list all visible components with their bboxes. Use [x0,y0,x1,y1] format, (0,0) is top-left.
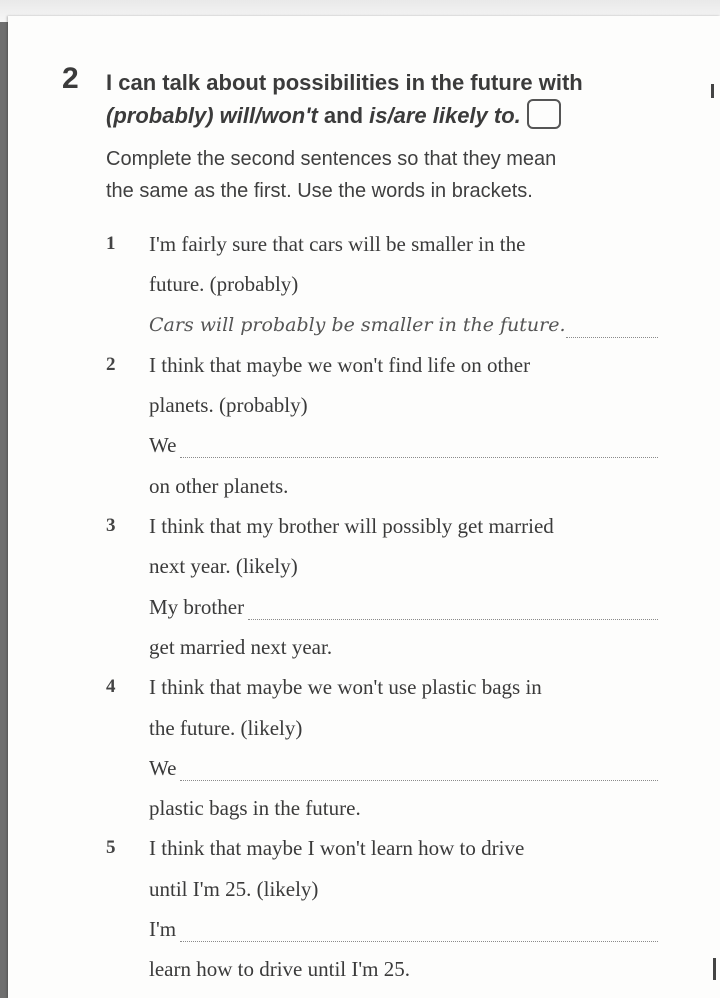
item-3-line1 [106,506,666,546]
item-3-suffix-line [106,627,666,667]
answer-prefix: We [149,755,177,780]
dotted-answer-line [180,425,658,458]
instructions-line1: Complete the second sentences so that they mean [106,148,557,170]
item-number: 4 [106,676,116,698]
section-title-line1: I can talk about possibilities in the future with [106,70,583,95]
title-italic-probably: (probably) will/won't [106,103,318,128]
handwritten-answer: Cars will probably be smaller in the future. [149,313,566,336]
instructions [106,143,666,207]
item-5-text-cont: until I'm 25. (likely) [149,876,319,901]
item-5-answer-line [106,909,666,949]
item-2-answer-field[interactable] [149,425,658,465]
item-number: 1 [106,233,116,254]
item-3-text-cont: next year. (likely) [149,554,298,579]
item-5-suffix-line [106,949,666,989]
item-4-line2 [106,708,666,748]
item-4-answer-line [106,748,666,788]
item-1-answer-field[interactable] [149,305,658,345]
item-2-line2 [106,385,666,425]
section-title [106,66,666,132]
answer-suffix: on other planets. [149,473,289,498]
section-number: 2 [62,62,79,95]
item-2-text-cont: planets. (probably) [149,393,308,418]
item-1-line1 [106,224,666,264]
item-2-line1 [106,345,666,385]
item-4-text: I think that maybe we won't use plastic bags in [149,675,542,700]
dotted-answer-line [180,909,658,942]
item-number: 2 [106,353,116,375]
dotted-answer-line [566,305,658,338]
item-2-text: I think that maybe we won't find life on other [149,352,531,377]
title-and: and [317,103,370,128]
item-3-answer-field[interactable] [149,587,658,627]
item-1-line2 [106,264,666,304]
answer-prefix: We [149,433,177,458]
answer-suffix: plastic bags in the future. [149,796,361,821]
item-number: 3 [106,515,116,537]
item-5-line1 [106,828,666,868]
dotted-answer-line [248,587,658,620]
page-edge-mark [713,958,720,980]
answer-prefix: My brother [149,594,245,619]
item-1-text: I'm fairly sure that cars will be smaller in the [149,232,526,256]
exercise-items [106,224,666,990]
answer-suffix: learn how to drive until I'm 25. [149,957,410,982]
answer-prefix: I'm [149,917,177,942]
instructions-line2: the same as the first. Use the words in brackets. [106,180,533,202]
item-5-text: I think that maybe I won't learn how to drive [149,836,525,861]
item-1-answer-line [106,305,666,345]
item-4-suffix-line [106,788,666,828]
answer-suffix: get married next year. [149,634,333,659]
item-number: 5 [106,837,116,859]
item-2-suffix-line [106,466,666,506]
self-assessment-checkbox[interactable] [527,99,561,129]
item-3-text: I think that my brother will possibly get married [149,514,554,539]
item-4-answer-field[interactable] [149,748,658,788]
item-4-text-cont: the future. (likely) [149,715,303,740]
item-5-line2 [106,869,666,909]
item-3-answer-line [106,587,666,627]
page-edge-mark [711,84,720,98]
item-5-answer-field[interactable] [149,909,658,949]
dotted-answer-line [180,748,658,781]
item-1-text-cont: future. (probably) [149,272,299,297]
item-2-answer-line [106,425,666,465]
item-4-line1 [106,667,666,707]
title-italic-likely: is/are likely to. [369,103,521,128]
item-3-line2 [106,546,666,586]
section-title-line2 [106,99,666,132]
